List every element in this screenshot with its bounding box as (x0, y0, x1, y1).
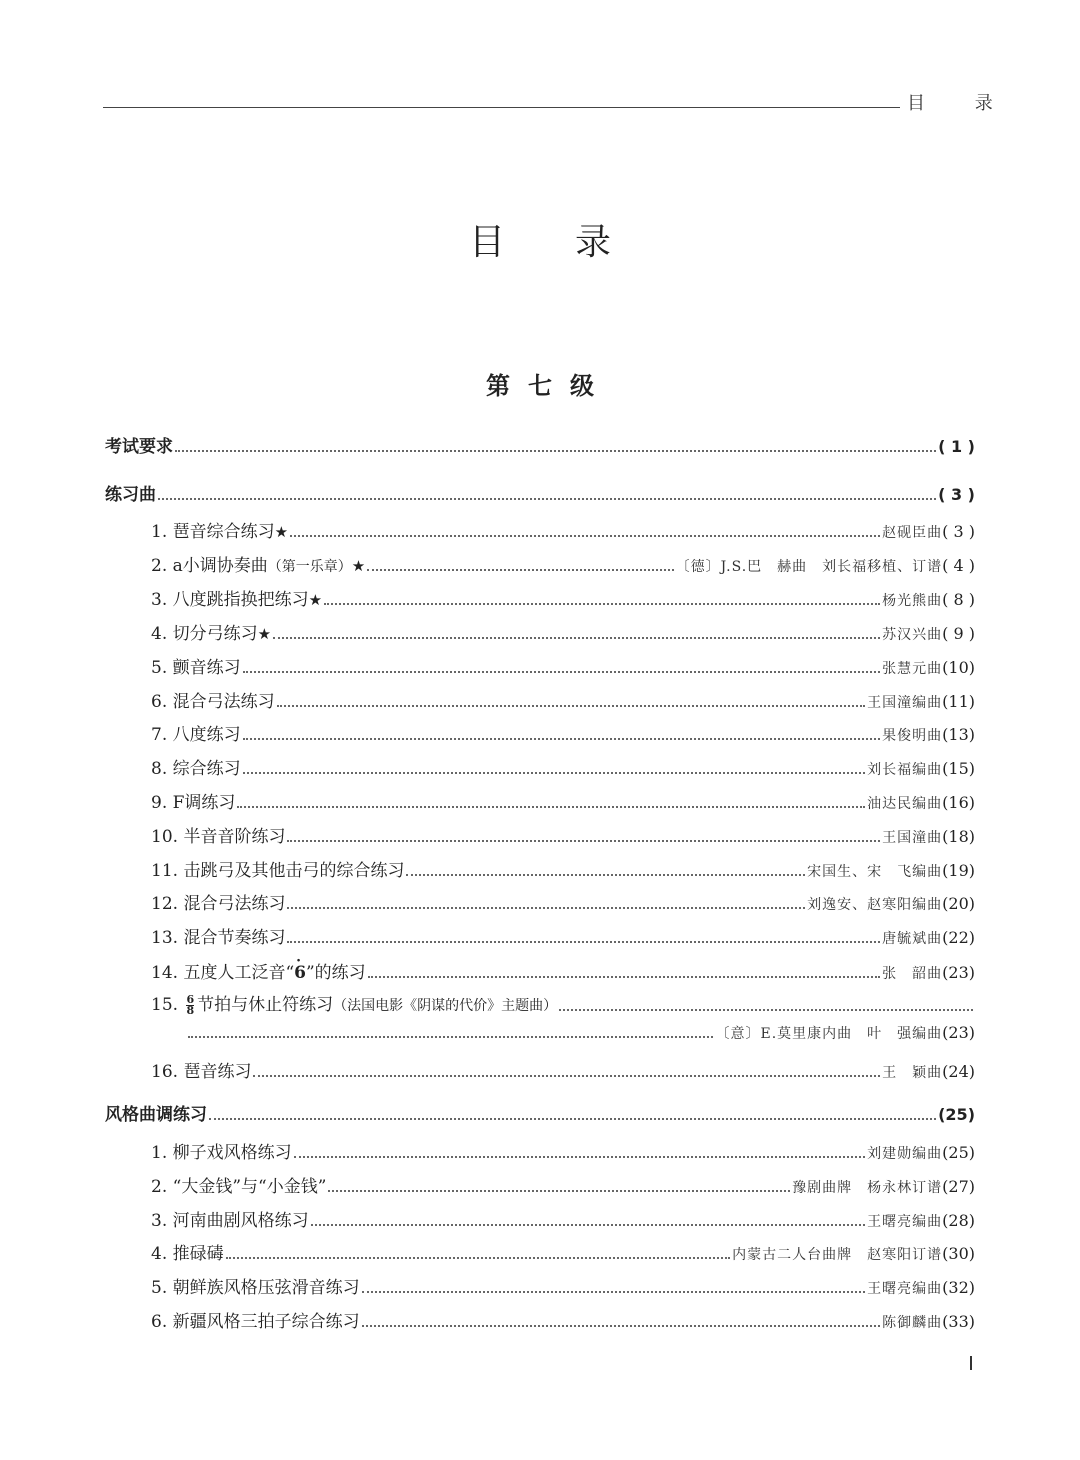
entry-credit: 王国潼编曲 (867, 695, 943, 711)
page-ref: (18) (942, 827, 975, 846)
page-ref: ( 3 ) (938, 485, 975, 504)
page-ref: (30) (942, 1244, 975, 1263)
toc-entry[interactable] (151, 822, 975, 847)
leader-dots (406, 873, 805, 876)
page-ref: (15) (942, 759, 975, 778)
entry-credit: 杨光熊曲 (882, 593, 943, 609)
page-ref: (33) (942, 1312, 975, 1331)
toc-entry[interactable] (151, 1239, 975, 1264)
running-header: 目 录 (907, 93, 1015, 114)
page-ref: ( 8 ) (942, 590, 975, 609)
toc-entry[interactable] (151, 923, 975, 948)
entry-credit: 王曙亮编曲 (867, 1281, 943, 1297)
entry-title: 16. 琶音练习 (151, 1062, 252, 1082)
entry-credit: 刘建勋编曲 (867, 1146, 943, 1162)
star-icon: ★ (308, 591, 323, 609)
page-ref: ( 4 ) (942, 556, 975, 575)
leader-dots (287, 906, 805, 909)
toc-entry[interactable] (151, 1138, 975, 1163)
star-icon: ★ (351, 557, 366, 575)
toc-entry[interactable] (151, 551, 975, 576)
toc-entry[interactable] (186, 1023, 975, 1043)
entry-title: 4. 推碌碡 (151, 1244, 224, 1264)
entry-title: 2. a小调协奏曲（第一乐章）★ (151, 556, 366, 576)
page-title: 目录 (468, 222, 681, 263)
entry-credit: 宋国生、宋 飞编曲 (807, 864, 943, 880)
leader-dots (158, 497, 936, 500)
page-ref: (10) (942, 658, 975, 677)
toc-entry[interactable] (151, 990, 975, 1016)
entry-title: 9. F调练习 (151, 793, 236, 813)
leader-dots (290, 534, 880, 537)
leader-dots (175, 449, 936, 452)
entry-title: 10. 半音音阶练习 (151, 827, 286, 847)
toc-entry[interactable] (151, 889, 975, 914)
page-ref: (27) (942, 1177, 975, 1196)
entry-title: 5. 朝鲜族风格压弦滑音练习 (151, 1278, 360, 1298)
toc-section[interactable] (105, 480, 975, 505)
toc-entry[interactable] (151, 619, 975, 644)
page-ref: ( 1 ) (938, 437, 975, 456)
entry-title: 5. 颤音练习 (151, 658, 241, 678)
entry-credit: 豫剧曲牌 杨永林订谱 (792, 1180, 943, 1196)
page-ref: (13) (942, 725, 975, 744)
toc-entry[interactable] (151, 788, 975, 813)
toc-entry[interactable] (151, 720, 975, 745)
toc-section[interactable] (105, 1100, 975, 1125)
toc-entry[interactable] (151, 585, 975, 610)
entry-credit: 〔意〕E.莫里康内曲 叶 强编曲 (715, 1026, 943, 1042)
page-ref: ( 3 ) (942, 522, 975, 541)
page-ref: (22) (942, 928, 975, 947)
page-ref: ( 9 ) (942, 624, 975, 643)
entry-title: 15. $\frac{6}{8}$ 节拍与休止符练习（法国电影《阴谋的代价》主题曲） (151, 993, 558, 1017)
leader-dots (324, 602, 880, 605)
toc-entry[interactable] (151, 754, 975, 779)
entry-title: 3. 八度跳指换把练习★ (151, 590, 323, 610)
leader-dots (243, 670, 881, 673)
leader-dots (294, 1155, 866, 1158)
entry-credit: 张慧元曲 (882, 661, 943, 677)
leader-dots (287, 839, 880, 842)
entry-title: 3. 河南曲剧风格练习 (151, 1211, 309, 1231)
leader-dots (362, 1290, 866, 1293)
leader-dots (311, 1223, 866, 1226)
entry-title: 13. 混合节奏练习 (151, 928, 286, 948)
entry-credit: 王 颖曲 (882, 1065, 943, 1081)
leader-dots (209, 1117, 936, 1120)
music-note-digit: · 6 (294, 963, 306, 983)
toc-entry[interactable] (151, 1172, 975, 1197)
entry-title: 风格曲调练习 (105, 1105, 207, 1125)
toc-entry[interactable] (151, 958, 975, 983)
page-ref: (19) (942, 861, 975, 880)
entry-title: 11. 击跳弓及其他击弓的综合练习 (151, 861, 405, 881)
star-icon: ★ (257, 625, 272, 643)
toc-entry[interactable] (151, 1206, 975, 1231)
toc-entry[interactable] (151, 1273, 975, 1298)
toc-entry[interactable] (151, 517, 975, 542)
entry-credit: 果俊明曲 (882, 728, 943, 744)
page-ref: (32) (942, 1278, 975, 1297)
leader-dots (328, 1189, 790, 1192)
entry-credit: 唐毓斌曲 (882, 931, 943, 947)
entry-credit: 内蒙古二人台曲牌 赵寒阳订谱 (732, 1247, 943, 1263)
entry-title: 练习曲 (105, 485, 156, 505)
leader-dots (273, 636, 880, 639)
entry-credit: 王国潼曲 (882, 830, 943, 846)
entry-credit: 〔德〕J.S.巴 赫曲 刘长福移植、订谱 (675, 559, 943, 575)
leader-dots (559, 1008, 973, 1011)
page-ref: (11) (942, 692, 975, 711)
entry-credit: 刘逸安、赵寒阳编曲 (807, 897, 943, 913)
entry-credit: 油达民编曲 (867, 796, 943, 812)
leader-dots (362, 1324, 881, 1327)
entry-credit: 王曙亮编曲 (867, 1214, 943, 1230)
leader-dots (243, 771, 866, 774)
time-sig-top: 6 (186, 993, 195, 1006)
page-ref: (25) (942, 1143, 975, 1162)
leader-dots (243, 737, 881, 740)
entry-title: 2. “大金钱”与“小金钱” (151, 1177, 327, 1197)
entry-title: 6. 混合弓法练习 (151, 692, 275, 712)
toc-entry[interactable] (151, 856, 975, 881)
time-signature (186, 995, 194, 1016)
toc-entry[interactable] (151, 1307, 975, 1332)
entry-title: 4. 切分弓练习★ (151, 624, 272, 644)
leader-dots (367, 568, 673, 571)
toc-entry[interactable] (151, 1057, 975, 1082)
page-ref: (23) (942, 1023, 975, 1042)
leader-dots (287, 940, 880, 943)
entry-credit: 张 韶曲 (882, 966, 943, 982)
toc-section[interactable] (105, 432, 975, 457)
leader-dots (277, 704, 866, 707)
entry-credit: 刘长福编曲 (867, 762, 943, 778)
entry-title: 1. 柳子戏风格练习 (151, 1143, 292, 1163)
entry-title: 6. 新疆风格三拍子综合练习 (151, 1312, 360, 1332)
entry-title: 7. 八度练习 (151, 725, 241, 745)
page-ref: (25) (938, 1105, 975, 1124)
entry-title: 考试要求 (105, 437, 173, 457)
time-sig-bottom: 8 (186, 1004, 195, 1017)
page-ref: (24) (942, 1062, 975, 1081)
leader-dots (253, 1074, 880, 1077)
leader-dots (368, 975, 880, 978)
star-icon: ★ (274, 523, 289, 541)
toc-entry[interactable] (151, 687, 975, 712)
page-ref: (28) (942, 1211, 975, 1230)
entry-title: 8. 综合练习 (151, 759, 241, 779)
leader-dots (237, 805, 865, 808)
leader-dots (226, 1256, 731, 1259)
entry-title: 12. 混合弓法练习 (151, 894, 286, 914)
level-title: 第七级 (486, 372, 612, 400)
page-ref: (16) (942, 793, 975, 812)
entry-credit: 陈御麟曲 (882, 1315, 943, 1331)
page-number (970, 1356, 972, 1370)
entry-title: 1. 琶音综合练习★ (151, 522, 289, 542)
leader-dots (188, 1035, 713, 1038)
page-ref: (23) (942, 963, 975, 982)
entry-note: （第一乐章） (267, 559, 352, 575)
entry-note: （法国电影《阴谋的代价》主题曲） (333, 998, 558, 1014)
toc-entry[interactable] (151, 653, 975, 678)
entry-credit: 苏汉兴曲 (882, 627, 943, 643)
entry-credit: 赵砚臣曲 (882, 525, 943, 541)
entry-title: 14. 五度人工泛音“· 6”的练习 (151, 958, 366, 983)
header-rule (103, 107, 900, 108)
page-ref: (20) (942, 894, 975, 913)
